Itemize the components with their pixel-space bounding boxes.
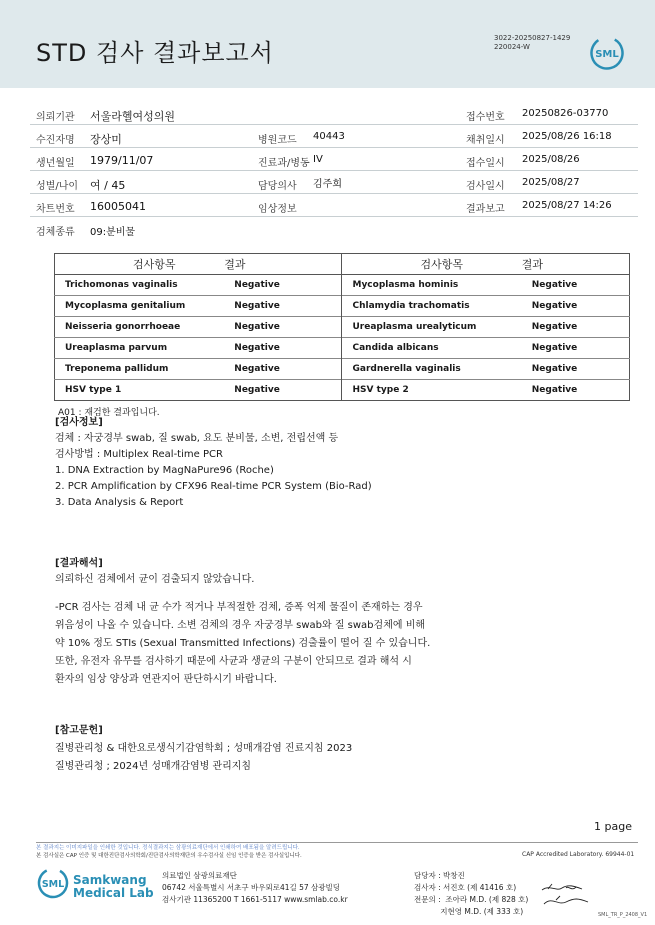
dept-value: IV bbox=[313, 154, 323, 165]
dob-value: 1979/11/07 bbox=[90, 154, 154, 167]
collected-value: 2025/08/26 16:18 bbox=[522, 131, 612, 142]
sml-footer-logo-icon bbox=[36, 867, 70, 899]
signature-icon bbox=[538, 880, 594, 910]
test-result: Negative bbox=[224, 275, 342, 296]
sml-logo-text: SML bbox=[595, 49, 619, 60]
doctor-label: 담당의사 bbox=[258, 181, 297, 192]
info-row bbox=[30, 148, 638, 171]
results-header-row bbox=[55, 254, 630, 275]
col-result-header: 결과 bbox=[224, 254, 342, 275]
reference-line: 질병관리청 & 대한요로생식기감염학회 ; 성매개감염 진료지침 2023 bbox=[55, 743, 353, 754]
patient-name-value: 장상미 bbox=[90, 133, 122, 146]
interpretation-paragraph bbox=[55, 599, 430, 689]
hospital-code-value: 40443 bbox=[313, 131, 345, 142]
collected-label: 채취일시 bbox=[466, 135, 505, 146]
staff-specialist: 전문의 : 조아라 M.D. (제 828 호) bbox=[414, 895, 529, 904]
table-row bbox=[55, 359, 630, 380]
specimen-value: 09:분비물 bbox=[90, 227, 136, 238]
test-item: Treponema pallidum bbox=[55, 359, 225, 380]
test-result: Negative bbox=[522, 275, 630, 296]
institution-label: 의뢰기관 bbox=[36, 112, 75, 123]
method-line: 2. PCR Amplification by CFX96 Real-time PCR System (Bio-Rad) bbox=[55, 481, 372, 492]
tested-value: 2025/08/27 bbox=[522, 177, 580, 188]
test-item: Chlamydia trachomatis bbox=[342, 296, 522, 317]
interpretation-summary: 의뢰하신 검체에서 균이 검출되지 않았습니다. bbox=[55, 574, 255, 585]
reported-value: 2025/08/27 14:26 bbox=[522, 200, 612, 211]
document-code bbox=[494, 34, 570, 52]
method-line: 검사방법 : Multiplex Real-time PCR bbox=[55, 449, 223, 460]
info-row bbox=[30, 102, 638, 125]
test-result: Negative bbox=[522, 317, 630, 338]
test-item: Neisseria gonorrhoeae bbox=[55, 317, 225, 338]
patient-name-label: 수진자명 bbox=[36, 135, 75, 146]
retest-note: A01 : 재검한 결과입니다. bbox=[58, 408, 160, 418]
test-item: HSV type 2 bbox=[342, 380, 522, 401]
staff-info bbox=[414, 870, 528, 918]
reported-label: 결과보고 bbox=[466, 204, 505, 215]
test-result: Negative bbox=[224, 359, 342, 380]
interpretation-line: 위음성이 나올 수 있습니다. 소변 검체의 경우 자궁경부 swab와 질 swab검체에 비해 bbox=[55, 620, 426, 631]
interpretation-line: 또한, 유전자 유무를 검사하기 때문에 사균과 생균의 구분이 안되므로 결과 해석 시 bbox=[55, 656, 412, 667]
receipt-no-value: 20250826-03770 bbox=[522, 108, 609, 119]
received-value: 2025/08/26 bbox=[522, 154, 580, 165]
reference-line: 질병관리청 ; 2024년 성매개감염병 관리지침 bbox=[55, 761, 252, 772]
sml-footer-logo-text: SML bbox=[41, 879, 65, 890]
test-item: Ureaplasma parvum bbox=[55, 338, 225, 359]
test-item: Candida albicans bbox=[342, 338, 522, 359]
table-row bbox=[55, 296, 630, 317]
patient-info-table bbox=[30, 102, 638, 240]
info-row bbox=[30, 217, 638, 240]
table-row bbox=[55, 317, 630, 338]
institution-value: 서울라헬여성의원 bbox=[90, 110, 176, 123]
info-row bbox=[30, 125, 638, 148]
method-line: 1. DNA Extraction by MagNaPure96 (Roche) bbox=[55, 465, 274, 476]
method-section bbox=[55, 415, 372, 511]
col-item-header: 검사항목 bbox=[342, 254, 522, 275]
received-label: 접수일시 bbox=[466, 158, 505, 169]
staff-manager: 담당자 : 박창진 bbox=[414, 871, 465, 880]
references-section bbox=[55, 722, 352, 776]
test-item: Gardnerella vaginalis bbox=[342, 359, 522, 380]
dob-label: 생년월일 bbox=[36, 158, 75, 169]
lab-name: 의료법인 삼광의료재단 bbox=[162, 871, 237, 880]
interpretation-section bbox=[55, 556, 430, 689]
interpretation-line: -PCR 검사는 검체 내 균 수가 적거나 부적절한 검체, 증폭 억제 물질이 존재하는 경우 bbox=[55, 602, 423, 613]
chart-no-value: 16005041 bbox=[90, 200, 146, 213]
tested-label: 검사일시 bbox=[466, 181, 505, 192]
table-row bbox=[55, 380, 630, 401]
test-item: HSV type 1 bbox=[55, 380, 225, 401]
lab-contact: 검사기관 11365200 T 1661-5117 www.smlab.co.kr bbox=[162, 895, 348, 904]
references-title: [참고문헌] bbox=[55, 725, 103, 736]
chart-no-label: 차트번호 bbox=[36, 204, 75, 215]
clinical-label: 임상정보 bbox=[258, 204, 297, 215]
document-code-line2: 220024-W bbox=[494, 43, 530, 51]
specimen-label: 검체종류 bbox=[36, 227, 75, 238]
test-item: Mycoplasma genitalium bbox=[55, 296, 225, 317]
table-row bbox=[55, 338, 630, 359]
receipt-no-label: 접수번호 bbox=[466, 112, 505, 123]
test-result: Negative bbox=[224, 296, 342, 317]
footer-cert-note: 본 검사실은 CAP 인증 및 대한진단검사의학회/진단검사의학재단의 우수검사실 신임 인증을 받은 검사실입니다. bbox=[36, 853, 302, 859]
lab-address: 06742 서울특별시 서초구 바우뫼로41길 57 삼광빌딩 bbox=[162, 883, 341, 892]
info-row bbox=[30, 194, 638, 217]
dept-label: 진료과/병동 bbox=[258, 158, 310, 169]
test-item: Ureaplasma urealyticum bbox=[342, 317, 522, 338]
staff-tester: 검사자 : 서진호 (제 41416 호) bbox=[414, 883, 517, 892]
test-result: Negative bbox=[224, 317, 342, 338]
table-row bbox=[55, 275, 630, 296]
info-row bbox=[30, 171, 638, 194]
test-result: Negative bbox=[522, 338, 630, 359]
test-item: Trichomonas vaginalis bbox=[55, 275, 225, 296]
brand-name bbox=[73, 874, 154, 900]
lab-info bbox=[162, 870, 348, 906]
sex-age-value: 여 / 45 bbox=[90, 179, 126, 192]
page-title: STD 검사 결과보고서 bbox=[36, 39, 274, 67]
sex-age-label: 성별/나이 bbox=[36, 181, 79, 192]
test-result: Negative bbox=[522, 359, 630, 380]
test-result: Negative bbox=[224, 380, 342, 401]
method-line: 3. Data Analysis & Report bbox=[55, 497, 184, 508]
interpretation-line: 환자의 임상 양상과 연관지어 판단하시기 바랍니다. bbox=[55, 674, 277, 685]
form-code: SML_TR_P_2408_V1 bbox=[598, 912, 648, 918]
doctor-value: 김주희 bbox=[313, 179, 342, 190]
document-code-line1: 3022-20250827-1429 bbox=[494, 34, 571, 42]
staff-specialist: 지현영 M.D. (제 333 호) bbox=[414, 907, 524, 916]
col-result-header: 결과 bbox=[522, 254, 630, 275]
cap-accreditation: CAP Accredited Laboratory. 69944-01 bbox=[522, 851, 635, 858]
test-result: Negative bbox=[522, 380, 630, 401]
test-result: Negative bbox=[522, 296, 630, 317]
interpretation-title: [결과해석] bbox=[55, 558, 103, 569]
results-table bbox=[54, 253, 630, 401]
method-title: [검사정보] bbox=[55, 417, 103, 428]
test-result: Negative bbox=[224, 338, 342, 359]
test-item: Mycoplasma hominis bbox=[342, 275, 522, 296]
page-number: 1 page bbox=[594, 820, 632, 833]
interpretation-line: 약 10% 정도 STIs (Sexual Transmitted Infections) 검출률이 떨어 질 수 있습니다. bbox=[55, 638, 431, 649]
brand-line1: Samkwang bbox=[73, 873, 147, 887]
brand-line2: Medical Lab bbox=[73, 886, 154, 900]
method-line: 검체 : 자궁경부 swab, 질 swab, 요도 분비물, 소변, 전립선액 등 bbox=[55, 433, 339, 444]
sml-logo-icon bbox=[589, 36, 625, 70]
hospital-code-label: 병원코드 bbox=[258, 135, 297, 146]
footer-print-note: 본 결과지는 이미지파일을 인쇄한 것입니다. 정식결과지는 삼광의료재단에서 인쇄하여 배포됨을 알려드립니다. bbox=[36, 845, 300, 851]
col-item-header: 검사항목 bbox=[55, 254, 225, 275]
